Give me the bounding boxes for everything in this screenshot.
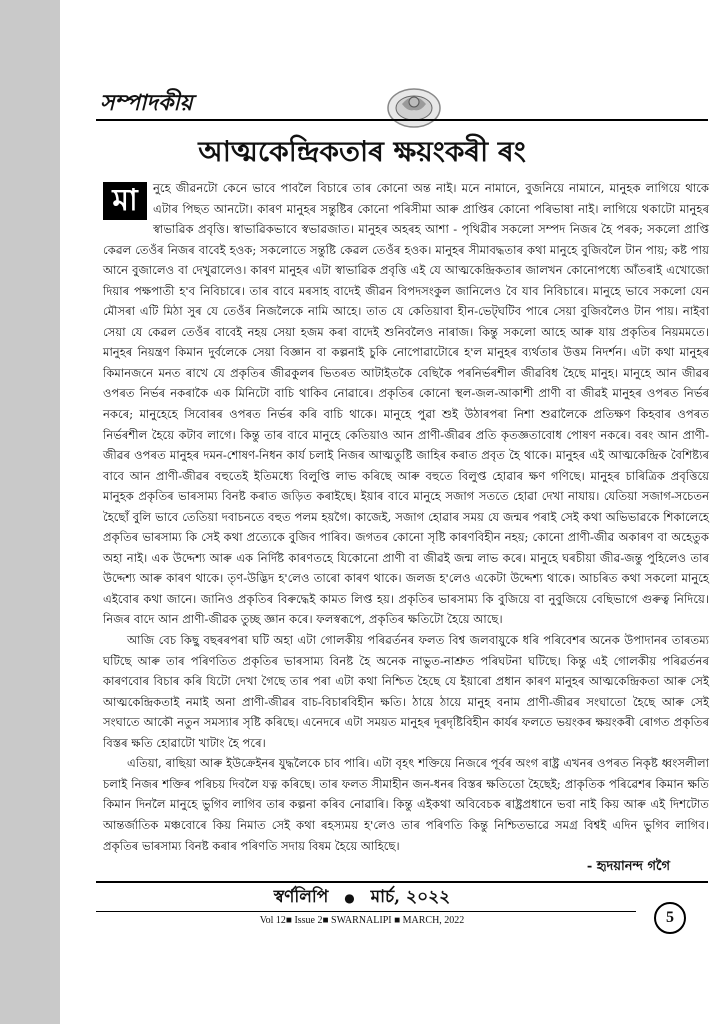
page-number: 5 bbox=[654, 902, 686, 934]
paragraph-3: এতিয়া, ৰাছিয়া আৰু ইউক্ৰেইনৰ যুদ্ধলৈকে চাব পাৰি। এটা বৃহৎ শক্তিয়ে নিজৰে পূৰ্বৰ অংগ ৰাষ্ট্ৰ এখনৰ ওপৰত নিকৃষ্ট ধ্বংসলীলা চলাই নিজৰ শক্তিৰ পৰিচয় দিবলৈ যত্ন কৰিছে। তাৰ ফলত সীমাহীন জন-ধনৰ বিস্তৰ ক্ষতিতো হৈছেই; প্ৰাকৃতিক পৰিৱেশৰ কিমান ক্ষতি কিমান দিনলৈ মানুহে ভুগিব লাগিব তাৰ কল্পনা কৰিব নোৱাৰি। কিন্তু এইকথা অবিবেচক ৰাষ্ট্ৰপ্ৰধানে ভবা নাই কিয় আৰু এই দিশটোত আন্তৰ্জাতিক মঞ্চবোৰে কিয় নিমাত সেই কথা ৰহস্যময় হ'লেও তাৰ পৰিণতি কিন্তু নিশ্চিতভাৱে সমগ্ৰ বিশ্বই এদিন ভুগিব লাগিব। প্ৰকৃতিৰ ভাৰসাম্য বিনষ্ট কৰাৰ পৰিণতি সদায় বিষম হৈয়ে আহিছে। bbox=[103, 756, 709, 853]
author-signature: - হৃদয়ানন্দ গগৈ bbox=[586, 859, 670, 874]
section-label: সম্পাদকীয় bbox=[100, 90, 193, 116]
footer-rule-bottom bbox=[96, 911, 636, 912]
paragraph-2: আজি বেচ কিছু বছৰৰপৰা ঘটি অহা এটা গোলকীয় পৰিৱৰ্তনৰ ফলত বিশ্ব জলবায়ুকে ধৰি পৰিবেশৰ অনেক উপাদানৰ তাৰতম্য ঘটিছে আৰু তাৰ পৰিণতিত প্ৰকৃতিৰ ভাৰসাম্য বিনষ্ট হৈ অনেক নাভুত-নাশ্ৰুত পৰিঘটনা ঘটিছে। কিন্তু এই গোলকীয় পৰিৱৰ্তনৰ কাৰণবোৰ বিচাৰ কৰি যিটো দেখা গৈছে তাৰ পৰা এটা কথা নিশ্চিত হৈছে যে ইয়াৰো প্ৰধান কাৰণ মানুহৰ আত্মকেন্দ্ৰিকতা আৰু সেই আত্মকেন্দ্ৰিকতাই নমাই অনা প্ৰাণী-জীৱৰ বাচ-বিচাৰবিহীন ক্ষতি। ঠায়ে ঠায়ে মানুহ বনাম প্ৰাণী-জীৱৰ সংঘাতো হৈছে আৰু সেই সংঘাতে আকৌ নতুন সমস্যাৰ সৃষ্টি কৰিছে। এনেদৰে এটা সময়ত মানুহৰ দূৰদৃষ্টিবিহীন কাৰ্যৰ ফলতে ভয়ংকৰ ক্ষয়ংকৰী ৰোগত প্ৰকৃতিৰ বিস্তৰ ক্ষতি হোৱাটো খাটাং হৈ পৰে। bbox=[103, 633, 709, 750]
paragraph-1-text: নুহে জীৱনটো কেনে ভাবে পাবলৈ বিচাৰে তাৰ কোনো অন্ত নাই। মনে নামানে, বুজনিয়ে নামানে, মানুহক লাগিয়ে থাকে এটাৰ পিছত আনটো। কাৰণ মানুহৰ সন্তুষ্টিৰ কোনো পৰিসীমা আৰু প্ৰাপ্তিৰ কোনো পৰিভাষা নাই। লাগিয়ে থকাটো মানুহৰ স্বাভাৱিক প্ৰবৃত্তি। স্বাভাৱিকভাবে স্বভাৱজাত। মানুহৰ অহৰহ আশা - পৃথিৱীৰ সকলো সম্পদ নিজৰ হৈ পৰক; সকলো প্ৰাপ্তি কেৱল তেওঁৰ নিজৰ বাবেই হওক; সকলোতে সন্তুষ্টি কেৱল তেওঁৰ হওক। মানুহৰ সীমাবদ্ধতাৰ কথা মানুহে বুজিবলৈ টান পায়; কষ্ট পায় আনে বুজালেও বা দেখুৱালেও। কাৰণ মানুহৰ এটা স্বাভাৱিক প্ৰবৃত্তি এই যে আত্মকেন্দ্ৰিকতাৰ জালখন কোনোপধ্যে আঁতৰাই এখোজো দিয়াৰ পক্ষপাতী হ'ব নিবিচাৰে। তাৰ বাবে মৰসাহ বাদেই জীৱন বিপদসংকুল জানিলেও বৈ যাব নিবিচাৰে। মানুহে ভাবে সকলো যেন মৌসৰা এটি মিঠা সুৰ যে তেওঁৰ নিজলৈকে নামি আহে। তাত যে কেতিয়াবা হীন-ভেট্‌ঘটিব পাৰে সেয়া বুজিবলৈও টান পায়। নাইবা সেয়া যে কেৱল তেওঁৰ বাবেই নহয় সেয়া হজম কৰা বাদেই শুনিবলৈও নাৰাজ। কিন্তু সকলো আহে আৰু যায় প্ৰকৃতিৰ নিয়মমতে। মানুহৰ নিয়ন্ত্ৰণ কিমান দুৰ্বলেকে সেয়া বিজ্ঞান বা কল্পনাই চুকি নোপোৱাটোৰে হ'ল মানুহৰ ব্যৰ্থতাৰ উত্তম নিদৰ্শন। এটা কথা মানুহৰ কিমানজনে মনত ৰাখে যে প্ৰকৃতিৰ জীৱকুলৰ ভিতৰত আটাইতকৈ বেছিকৈ পৰনিৰ্ভৰশীল জীৱবিধ হৈছে মানুহ। মানুহে আন জীৱৰ ওপৰত নিৰ্ভৰ নকৰাকৈ এক মিনিটো বাচি থাকিব নোৱাৰে। প্ৰকৃতিৰ কোনো স্থল-জল-আকাশী প্ৰাণী বা জীৱই মানুহৰ ওপৰত নিৰ্ভৰ নকৰে; মানুহেহে সিবোৰৰ ওপৰত নিৰ্ভৰ কৰি বাচি থাকে। মানুহে পুৱা শুই উঠাৰপৰা নিশা শুৱালৈকে প্ৰতিক্ষণ কিহবাৰ ওপৰত নিৰ্ভৰশীল হৈয়ে কটাব লাগে। কিন্তু তাৰ বাবে মানুহে কেতিয়াও আন প্ৰাণী-জীৱৰ প্ৰতি কৃতজ্ঞতাবোধ পোষণ নকৰে। বৰং আন প্ৰাণী-জীৱৰ ওপৰত মানুহৰ দমন-শোষণ-নিধন কাৰ্য চলাই নিজৰ আত্মতুষ্টি জাহিৰ কৰাত প্ৰবৃত হৈ থাকে। মানুহৰ এই আত্মকেন্দ্ৰিক বৈশিষ্ট্যৰ বাবে আন প্ৰাণী-জীৱৰ বহুতেই ইতিমধ্যে বিলুপ্তি লাভ কৰিছে আৰু বহুতে বিলুপ্ত হোৱাৰ ক্ষণ গণিছে। মানুহৰ চাৰিত্ৰিক প্ৰবৃত্তিয়ে মানুহক প্ৰকৃতিৰ ভাৰসাম্য বিনষ্ট কৰাত জড়িত কৰাইছে। ইয়াৰ বাবে মানুহে সজাগ সততে হোৱা দেখা নাযায়। যেতিয়া সজাগ-সচেতন হৈছোঁ বুলি ভাবে তেতিয়া দবাচনতে বহুত পলম হয়গৈ। কাজেই, সজাগ হোৱাৰ সময় যে জন্মৰ পৰাই সেই কথা অভিভাৱকে শিকালেহে প্ৰকৃতিৰ ভাৰসাম্য কি সেই কথা প্ৰত্যেকে বুজিব পাৰিব। জগতৰ কোনো সৃষ্টি কাৰণবিহীন নহয়; কোনো প্ৰাণী-জীৱ অকাৰণ বা অহেতুক অহা নাই। এক উদ্দেশ্য আৰু এক নিৰ্দিষ্ট কাৰণতহে যিকোনো প্ৰাণী বা জীৱই জন্ম লাভ কৰে। মানুহে ঘৰচীয়া জীৱ-জন্তু পুহিলেও তাৰ উদ্দেশ্য আৰু কাৰণ থাকে। তৃণ-উদ্ভিদ হ'লেও তাৰো কাৰণ থাকে। জলজ হ'লেও একেটা উদ্দেশ্য থাকে। আচৰিত কথা সকলো মানুহে এইবোৰ কথা জানে। জানিও প্ৰকৃতিৰ বিৰুদ্ধেই কামত লিপ্ত হয়। প্ৰকৃতিৰ ভাৰসাম্য কি বুজিয়ে বা নুবুজিয়ে বেছিভাগে গুৰুত্ব নিদিয়ে। নিজৰ বাদে আন প্ৰাণী-জীৱক তুচ্ছ জ্ঞান কৰে। ফলস্বৰূপে, প্ৰকৃতিৰ ক্ষতিটো হৈয়ে আছে। bbox=[103, 181, 709, 627]
footer-rule-top bbox=[96, 881, 708, 883]
article-headline: আত্মকেন্দ্রিকতাৰ ক্ষয়ংকৰী ৰং bbox=[198, 135, 526, 168]
header-rule bbox=[96, 119, 708, 121]
drop-cap: মা bbox=[103, 182, 147, 220]
article-body bbox=[103, 178, 709, 853]
footer-bullet-icon: ● bbox=[344, 890, 355, 905]
footer-issue-line: Vol 12■ Issue 2■ SWARNALIPI ■ MARCH, 2022 bbox=[259, 915, 465, 926]
footer-masthead bbox=[0, 884, 724, 912]
paragraph-1 bbox=[103, 178, 709, 630]
footer-magazine-name: স্বৰ্ণলিপি bbox=[273, 887, 329, 907]
footer-date: মাৰ্চ, ২০২২ bbox=[370, 887, 451, 907]
magazine-emblem-icon bbox=[384, 82, 444, 130]
